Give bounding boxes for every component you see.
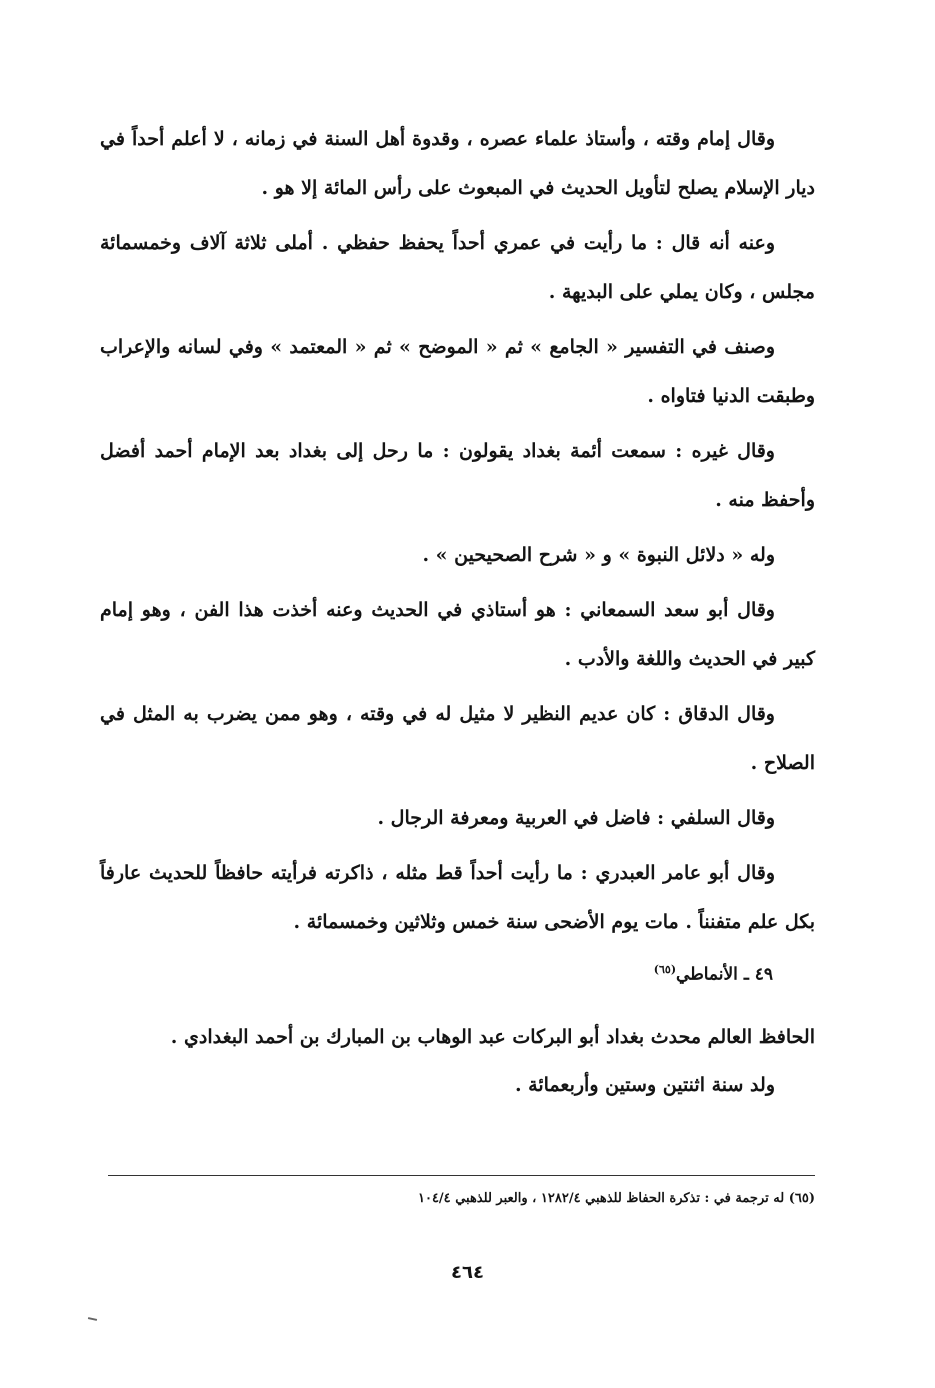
page-number: ٤٦٤ xyxy=(451,1262,484,1283)
footnote: (٦٥) له ترجمة في : تذكرة الحفاظ للذهبي ١٢٨٢/٤ ، والعبر للذهبي ١٠٤/٤ xyxy=(417,1191,815,1206)
paragraph: وقال الدقاق : كان عديم النظير لا مثيل له في وقته ، وهو ممن يضرب به المثل في الصلاح . xyxy=(100,703,815,774)
paragraph: وعنه أنه قال : ما رأيت في عمري أحداً يحفظ حفظي . أملى ثلاثة آلاف وخمسمائة مجلس ، وكان يملي على البديهة . xyxy=(100,232,815,303)
entry-title: ٤٩ ـ الأنماطي xyxy=(676,964,773,985)
paragraph: وقال أبو عامر العبدري : ما رأيت أحداً قط مثله ، ذاكرته فرأيته حافظاً للحديث عارفاً بكل علم متفنناً . مات يوم الأضحى سنة خمس وثلاثين وخمسمائة . xyxy=(100,862,815,933)
paragraph: وقال أبو سعد السمعاني : هو أستاذي في الحديث وعنه أخذت هذا الفن ، وهو إمام كبير في الحديث واللغة والأدب . xyxy=(100,599,815,670)
entry-line: ولد سنة اثنتين وستين وأربعمائة . xyxy=(514,1074,775,1096)
main-text xyxy=(100,115,815,947)
paragraph: وصنف في التفسير « الجامع » ثم « الموضح » ثم « المعتمد » وفي لسانه والإعراب وطبقت الدنيا فتاواه . xyxy=(100,336,815,407)
paragraph: وله « دلائل النبوة » و « شرح الصحيحين » . xyxy=(422,544,775,566)
entry-line: الحافظ العالم محدث بغداد أبو البركات عبد الوهاب بن المبارك بن أحمد البغدادي . xyxy=(170,1026,815,1048)
paragraph: وقال إمام وقته ، وأستاذ علماء عصره ، وقدوة أهل السنة في زمانه ، لا أعلم أحداً في ديار الإسلام يصلح لتأويل الحديث في المبعوث على رأس المائة إلا هو . xyxy=(100,128,815,199)
paragraph: وقال غيره : سمعت أئمة بغداد يقولون : ما رحل إلى بغداد بعد الإمام أحمد أفضل وأحفظ منه . xyxy=(100,440,815,511)
paragraph: وقال السلفي : فاضل في العربية ومعرفة الرجال . xyxy=(377,807,775,829)
scan-mark xyxy=(88,1317,97,1321)
footnote-divider xyxy=(108,1175,815,1176)
entry-body xyxy=(100,1013,815,1109)
entry-heading xyxy=(100,955,815,990)
footnote-reference: (٦٥) xyxy=(653,963,677,976)
